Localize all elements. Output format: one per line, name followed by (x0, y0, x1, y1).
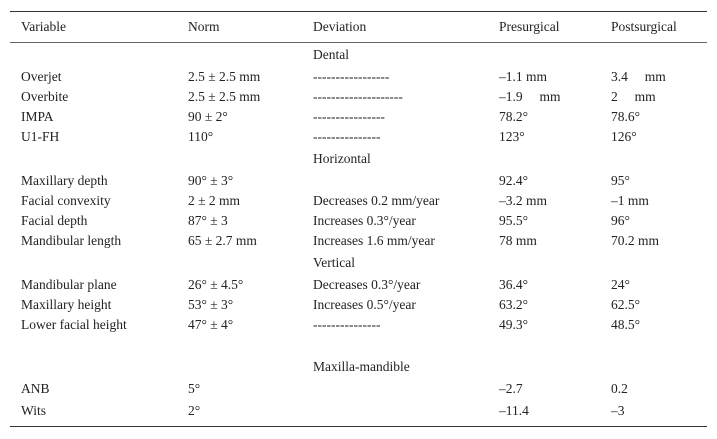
cell-presurgical: 92.4° (499, 173, 529, 188)
cell-postsurgical: 62.5° (611, 297, 641, 312)
table-header-rule (10, 42, 707, 43)
cell-postsurgical: 96° (611, 213, 630, 228)
cell-postsurgical: 3.4 mm (611, 69, 666, 84)
cell-presurgical: –11.4 (499, 403, 529, 418)
cell-variable: Lower facial height (21, 317, 127, 332)
cell-norm: 2.5 ± 2.5 mm (188, 89, 261, 104)
cell-norm: 5° (188, 381, 201, 396)
cell-postsurgical: 95° (611, 173, 630, 188)
cell-deviation: --------------- (313, 129, 381, 144)
cell-presurgical: –1.9 mm (499, 89, 561, 104)
cell-postsurgical: 2 mm (611, 89, 656, 104)
cell-deviation: ---------------- (313, 109, 385, 124)
cell-deviation: ----------------- (313, 69, 390, 84)
cell-postsurgical: 78.6° (611, 109, 641, 124)
cell-postsurgical: –3 (611, 403, 625, 418)
cell-postsurgical: 70.2 mm (611, 233, 660, 248)
cell-variable: Wits (21, 403, 46, 418)
cell-postsurgical: 48.5° (611, 317, 641, 332)
cell-presurgical: 36.4° (499, 277, 529, 292)
cell-norm: 47° ± 4° (188, 317, 234, 332)
cell-presurgical: 49.3° (499, 317, 529, 332)
cell-deviation: Increases 0.3°/year (313, 213, 416, 228)
cell-variable: Overjet (21, 69, 62, 84)
cell-norm: 90 ± 2° (188, 109, 228, 124)
cell-norm: 2 ± 2 mm (188, 193, 241, 208)
cell-presurgical: –3.2 mm (499, 193, 548, 208)
cell-postsurgical: 0.2 (611, 381, 628, 396)
cell-presurgical: –1.1 mm (499, 69, 548, 84)
cell-variable: IMPA (21, 109, 54, 124)
cell-norm: 87° ± 3 (188, 213, 228, 228)
cell-norm: 2° (188, 403, 201, 418)
cell-deviation: Decreases 0.2 mm/year (313, 193, 440, 208)
section-title: Maxilla-mandible (313, 359, 410, 374)
cell-postsurgical: 24° (611, 277, 630, 292)
cell-presurgical: 78.2° (499, 109, 529, 124)
cell-variable: U1-FH (21, 129, 60, 144)
cell-variable: Facial depth (21, 213, 88, 228)
cell-deviation: -------------------- (313, 89, 403, 104)
cell-norm: 26° ± 4.5° (188, 277, 244, 292)
cell-variable: Mandibular plane (21, 277, 117, 292)
section-title: Vertical (313, 255, 355, 270)
section-title: Horizontal (313, 151, 371, 166)
cell-norm: 65 ± 2.7 mm (188, 233, 257, 248)
cell-deviation: Decreases 0.3°/year (313, 277, 421, 292)
cell-variable: Overbite (21, 89, 69, 104)
header-variable: Variable (21, 19, 66, 34)
header-deviation: Deviation (313, 19, 367, 34)
cell-presurgical: 95.5° (499, 213, 529, 228)
cell-variable: Facial convexity (21, 193, 111, 208)
header-postsurgical: Postsurgical (611, 19, 677, 34)
cell-variable: Maxillary depth (21, 173, 108, 188)
cell-variable: Maxillary height (21, 297, 112, 312)
cell-norm: 90° ± 3° (188, 173, 234, 188)
section-title: Dental (313, 47, 349, 62)
cell-deviation: Increases 1.6 mm/year (313, 233, 435, 248)
header-presurgical: Presurgical (499, 19, 560, 34)
header-norm: Norm (188, 19, 220, 34)
cell-deviation: --------------- (313, 317, 381, 332)
table-bottom-rule (10, 426, 707, 427)
cell-presurgical: 123° (499, 129, 525, 144)
cell-norm: 53° ± 3° (188, 297, 234, 312)
cell-variable: ANB (21, 381, 50, 396)
cell-presurgical: 78 mm (499, 233, 537, 248)
cell-variable: Mandibular length (21, 233, 122, 248)
cell-norm: 110° (188, 129, 214, 144)
cell-presurgical: 63.2° (499, 297, 529, 312)
cell-presurgical: –2.7 (499, 381, 523, 396)
cell-postsurgical: –1 mm (611, 193, 649, 208)
cell-postsurgical: 126° (611, 129, 637, 144)
table-top-rule (10, 11, 707, 12)
cell-deviation: Increases 0.5°/year (313, 297, 416, 312)
cell-norm: 2.5 ± 2.5 mm (188, 69, 261, 84)
